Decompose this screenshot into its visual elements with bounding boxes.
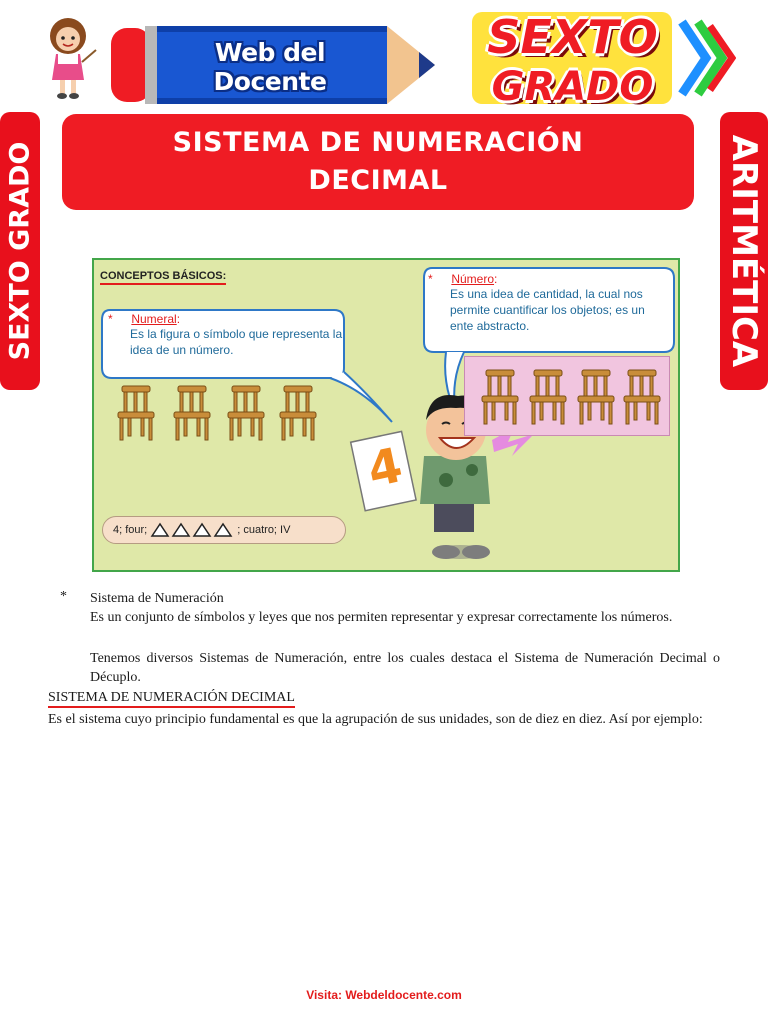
- chair-icon: [276, 384, 320, 442]
- concepts-illustration: [92, 258, 680, 572]
- side-tab-subject: [720, 112, 768, 390]
- item-paragraph-2: Tenemos diversos Sistemas de Numeración, entre los cuales destaca el Sistema de Numeración Decimal o Décuplo.: [90, 651, 720, 685]
- chair-icon: [224, 384, 268, 442]
- numero-bullet: *: [428, 272, 433, 286]
- numeral-colon: :: [176, 312, 181, 326]
- item-paragraph-1: Es un conjunto de símbolos y leyes que nos permiten representar y expresar correctamente los números.: [90, 610, 673, 625]
- chair-icon: [478, 368, 522, 426]
- footer-link[interactable]: Visita: Webdeldocente.com: [306, 988, 462, 1002]
- side-tab-subject-label: ARITMÉTICA: [724, 134, 764, 368]
- numero-bubble: [428, 272, 666, 334]
- chair-icon: [574, 368, 618, 426]
- triangles-icon: [150, 522, 234, 538]
- item-title: Sistema de Numeración: [90, 591, 224, 606]
- section-paragraph: Es el sistema cuyo principio fundamental es que la agrupación de sus unidades, son de diez en diez. Así por ejemplo:: [48, 712, 703, 727]
- section-heading: SISTEMA DE NUMERACIÓN DECIMAL: [48, 689, 295, 708]
- logo-text: Web del Docente: [213, 38, 327, 96]
- page-title: SISTEMA DE NUMERACIÓN DECIMAL: [172, 127, 584, 196]
- chair-icon: [114, 384, 158, 442]
- chevrons-decoration-icon: [676, 16, 736, 100]
- numero-description: Es una idea de cantidad, la cual nos permite cuantificar los objetos; es un ente abstracto.: [450, 287, 645, 333]
- bar-prefix: 4; four;: [113, 524, 148, 536]
- grade-line-1: SEXTO: [487, 10, 658, 64]
- title-banner: [62, 114, 694, 210]
- grade-line-2: GRADO: [491, 64, 654, 110]
- chair-icon: [526, 368, 570, 426]
- numeral-bullet: *: [108, 312, 113, 326]
- teacher-mascot-icon: [38, 14, 98, 100]
- numeral-description: Es la figura o símbolo que representa la idea de un número.: [130, 327, 343, 357]
- side-tab-grade-label: SEXTO GRADO: [4, 141, 36, 361]
- page-header: [0, 0, 768, 110]
- item-bullet: *: [60, 589, 67, 604]
- numero-colon: :: [494, 272, 498, 286]
- chair-icon: [620, 368, 664, 426]
- chair-icon: [170, 384, 214, 442]
- card-digit: 4: [362, 437, 408, 499]
- numeral-term: Numeral: [131, 312, 177, 326]
- side-tab-grade: [0, 112, 40, 390]
- bar-suffix: ; cuatro; IV: [237, 524, 291, 536]
- numero-term: Número: [451, 272, 495, 286]
- grade-badge: [470, 8, 675, 108]
- numeral-bubble: [108, 312, 344, 358]
- representations-bar: [102, 516, 346, 544]
- concepts-heading: CONCEPTOS BÁSICOS:: [100, 270, 226, 285]
